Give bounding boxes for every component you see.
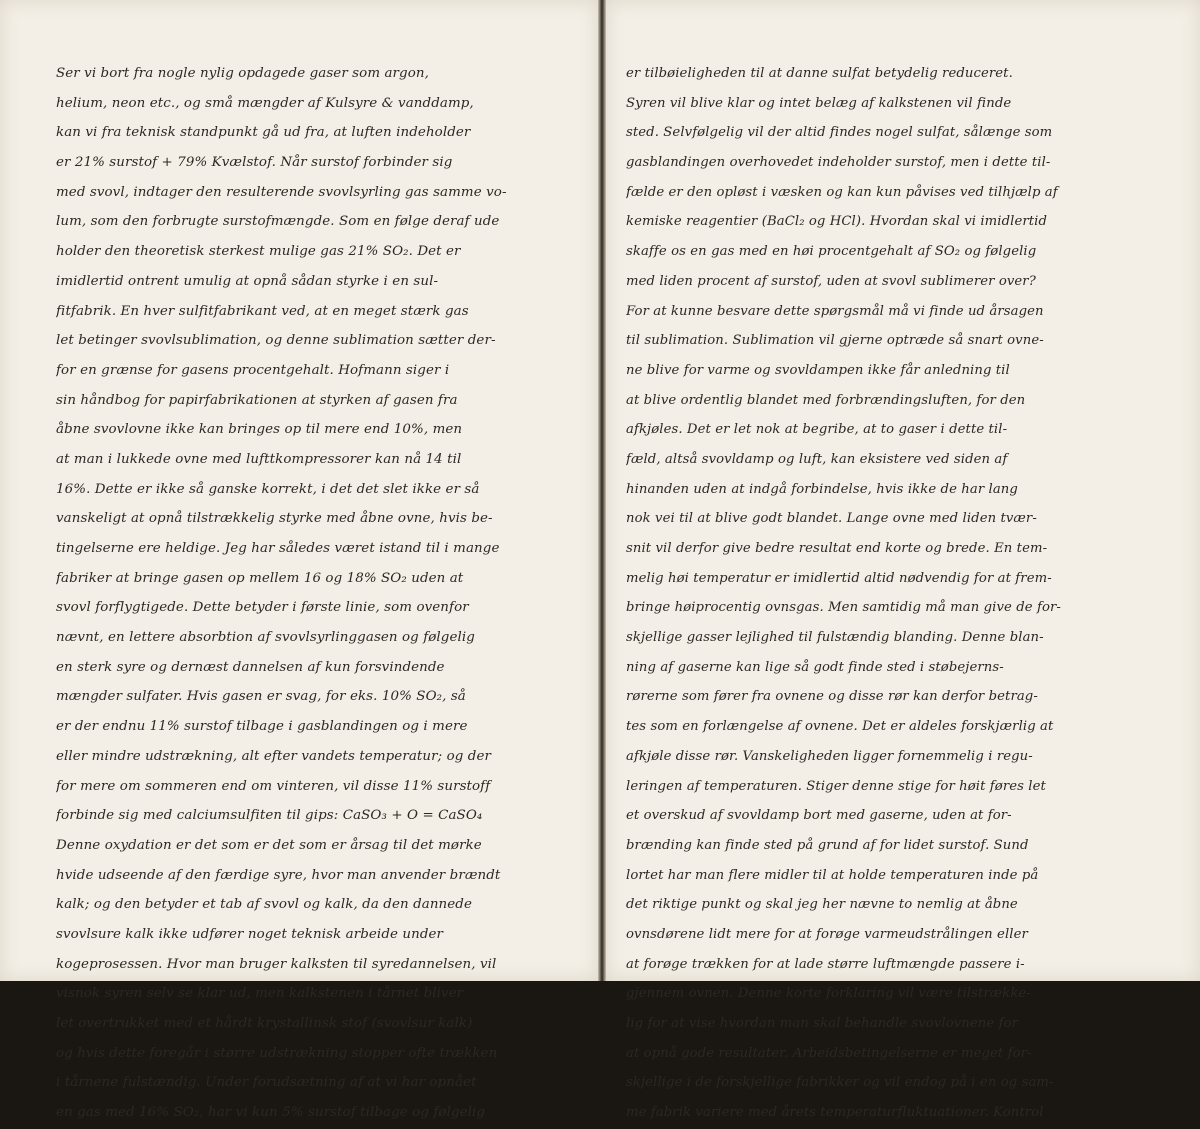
handwritten-line: For at kunne besvare dette spørgsmål må vi finde ud årsagen	[626, 303, 1044, 319]
handwritten-line: kogeprosessen. Hvor man bruger kalksten til syredannelsen, vil	[56, 956, 497, 972]
handwritten-line: lum, som den forbrugte surstofmængde. Som en følge deraf ude	[56, 214, 500, 230]
handwritten-line: kemiske reagentier (BaCl₂ og HCl). Hvordan skal vi imidlertid	[626, 214, 1048, 230]
handwritten-line: en sterk syre og dernæst dannelsen af kun forsvindende	[56, 659, 445, 675]
handwritten-line: mængder sulfater. Hvis gasen er svag, for eks. 10% SO₂, så	[56, 689, 466, 705]
handwritten-line: nævnt, en lettere absorbtion af svovlsyrlinggasen og følgelig	[56, 630, 475, 646]
handwritten-line: me fabrik variere med årets temperaturfluktuationer. Kontrol	[626, 1105, 1044, 1121]
left-page	[0, 0, 598, 1121]
handwritten-line: bringe høiprocentig ovnsgas. Men samtidig må man give de for-	[626, 600, 1061, 616]
handwritten-line: forbinde sig med calciumsulfiten til gips: CaSO₃ + O = CaSO₄	[56, 808, 483, 824]
handwritten-line: en gas med 16% SO₂, har vi kun 5% surstof tilbage og følgelig	[56, 1105, 486, 1121]
handwritten-line: åbne svovlovne ikke kan bringes op til mere end 10%, men	[56, 422, 463, 438]
handwritten-line: brænding kan finde sted på grund af for lidet surstof. Sund	[626, 837, 1029, 853]
handwritten-line: for mere om sommeren end om vinteren, vil disse 11% surstoff	[56, 778, 491, 794]
handwritten-line: skaffe os en gas med en høi procentgehalt af SO₂ og følgelig	[626, 244, 1037, 260]
handwritten-line: imidlertid ontrent umulig at opnå sådan styrke i en sul-	[56, 273, 439, 289]
handwritten-line: med svovl, indtager den resulterende svovlsyrling gas samme vo-	[56, 184, 507, 200]
handwritten-line: at man i lukkede ovne med lufttkompressorer kan nå 14 til	[56, 451, 462, 467]
handwritten-line: visnok syren selv se klar ud, men kalkstenen i tårnet bliver	[56, 986, 464, 1002]
handwritten-line: Denne oxydation er det som er det som er årsag til det mørke	[56, 837, 482, 853]
handwritten-line: i tårnene fulstændig. Under forudsætning af at vi har opnået	[56, 1075, 477, 1091]
book-gutter	[598, 0, 606, 981]
left-page-text	[56, 60, 576, 1129]
handwritten-line: nok vei til at blive godt blandet. Lange ovne med liden tvær-	[626, 511, 1037, 527]
handwritten-line: Syren vil blive klar og intet belæg af kalkstenen vil finde	[626, 95, 1012, 111]
handwritten-line: for en grænse for gasens procentgehalt. Hofmann siger i	[56, 362, 450, 378]
handwritten-line: vanskeligt at opnå tilstrækkelig styrke med åbne ovne, hvis be-	[56, 511, 493, 527]
handwritten-line: svovl forflygtigede. Dette betyder i første linie, som ovenfor	[56, 600, 469, 616]
right-page	[606, 0, 1200, 1121]
handwritten-line: med liden procent af surstof, uden at svovl sublimerer over?	[626, 273, 1036, 289]
handwritten-line: er 21% surstof + 79% Kvælstof. Når surstof forbinder sig	[56, 155, 453, 171]
handwritten-line: sted. Selvfølgelig vil der altid findes nogel sulfat, sålænge som	[626, 125, 1053, 141]
handwritten-line: at opnå gode resultater. Arbeidsbetingelserne er meget for-	[626, 1045, 1032, 1061]
handwritten-line: et overskud af svovldamp bort med gaserne, uden at for-	[626, 808, 1012, 824]
handwritten-line: afkjøles. Det er let nok at begribe, at to gaser i dette til-	[626, 422, 1008, 438]
handwritten-line: er tilbøieligheden til at danne sulfat betydelig reduceret.	[626, 66, 1013, 81]
handwritten-line: ne blive for varme og svovldampen ikke får anledning til	[626, 362, 1010, 378]
handwritten-line: sin håndbog for papirfabrikationen at styrken af gasen fra	[56, 392, 458, 408]
handwritten-line: afkjøle disse rør. Vanskeligheden ligger fornemmelig i regu-	[626, 748, 1033, 764]
handwritten-line: fitfabrik. En hver sulfitfabrikant ved, at en meget stærk gas	[56, 303, 469, 319]
handwritten-line: svovlsure kalk ikke udfører noget teknisk arbeide under	[56, 926, 444, 942]
handwritten-line: lortet har man flere midler til at holde temperaturen inde på	[626, 867, 1039, 883]
handwritten-line: leringen af temperaturen. Stiger denne stige for høit føres let	[626, 778, 1046, 794]
handwritten-line: tes som en forlængelse af ovnene. Det er aldeles forskjærlig at	[626, 719, 1054, 735]
handwritten-line: lig for at vise hvordan man skal behandle svovlovnene for	[626, 1016, 1019, 1031]
handwritten-line: at forøge trækken for at lade større luftmængde passere i-	[626, 956, 1025, 972]
handwritten-line: er der endnu 11% surstof tilbage i gasblandingen og i mere	[56, 719, 468, 735]
handwritten-line: let betinger svovlsublimation, og denne sublimation sætter der-	[56, 333, 496, 349]
handwritten-line: gjennem ovnen. Denne korte forklaring vil være tilstrække-	[626, 986, 1031, 1002]
handwritten-line: let overtrukket med et hårdt krystallinsk stof (svovlsur kalk)	[56, 1016, 473, 1031]
handwritten-line: at blive ordentlig blandet med forbrændingsluften, for den	[626, 392, 1026, 408]
handwritten-line: fabriker at bringe gasen op mellem 16 og 18% SO₂ uden at	[56, 570, 464, 586]
handwritten-line: snit vil derfor give bedre resultat end korte og brede. En tem-	[626, 541, 1048, 556]
handwritten-line: 16%. Dette er ikke så ganske korrekt, i det det slet ikke er så	[56, 481, 480, 497]
handwritten-line: hinanden uden at indgå forbindelse, hvis ikke de har lang	[626, 481, 1018, 497]
handwritten-line: kan vi fra teknisk standpunkt gå ud fra, at luften indeholder	[56, 125, 471, 141]
handwritten-line: eller mindre udstrækning, alt efter vandets temperatur; og der	[56, 748, 491, 764]
handwritten-line: helium, neon etc., og små mængder af Kulsyre & vanddamp,	[56, 95, 474, 111]
handwritten-line: gasblandingen overhovedet indeholder surstof, men i dette til-	[626, 155, 1051, 171]
handwritten-line: hvide udseende af den færdige syre, hvor man anvender brændt	[56, 867, 501, 883]
handwritten-line: det riktige punkt og skal jeg her nævne to nemlig at åbne	[626, 897, 1018, 913]
right-page-text	[626, 60, 1192, 1129]
handwritten-line: holder den theoretisk sterkest mulige gas 21% SO₂. Det er	[56, 244, 461, 260]
handwritten-line: ning af gaserne kan lige så godt finde sted i støbejerns-	[626, 659, 1004, 675]
handwritten-line: Ser vi bort fra nogle nylig opdagede gaser som argon,	[56, 66, 429, 81]
handwritten-line: til sublimation. Sublimation vil gjerne optræde så snart ovne-	[626, 333, 1044, 349]
handwritten-line: tingelserne ere heldige. Jeg har således været istand til i mange	[56, 541, 500, 556]
handwritten-line: fæld, altså svovldamp og luft, kan eksistere ved siden af	[626, 451, 1008, 467]
handwritten-line: og hvis dette foregår i større udstrækning stopper ofte trækken	[56, 1045, 498, 1061]
handwritten-line: melig høi temperatur er imidlertid altid nødvendig for at frem-	[626, 570, 1052, 586]
handwritten-line: ovnsdørene lidt mere for at forøge varmeudstrålingen eller	[626, 926, 1028, 942]
handwritten-line: kalk; og den betyder et tab af svovl og kalk, da den dannede	[56, 897, 472, 913]
handwritten-line: skjellige gasser lejlighed til fulstændig blanding. Denne blan-	[626, 630, 1044, 646]
handwritten-line: rørerne som fører fra ovnene og disse rør kan derfor betrag-	[626, 689, 1038, 705]
handwritten-line: fælde er den opløst i væsken og kan kun påvises ved tilhjælp af	[626, 184, 1058, 200]
handwritten-line: skjellige i de forskjellige fabrikker og vil endog på i en og sam-	[626, 1075, 1054, 1091]
